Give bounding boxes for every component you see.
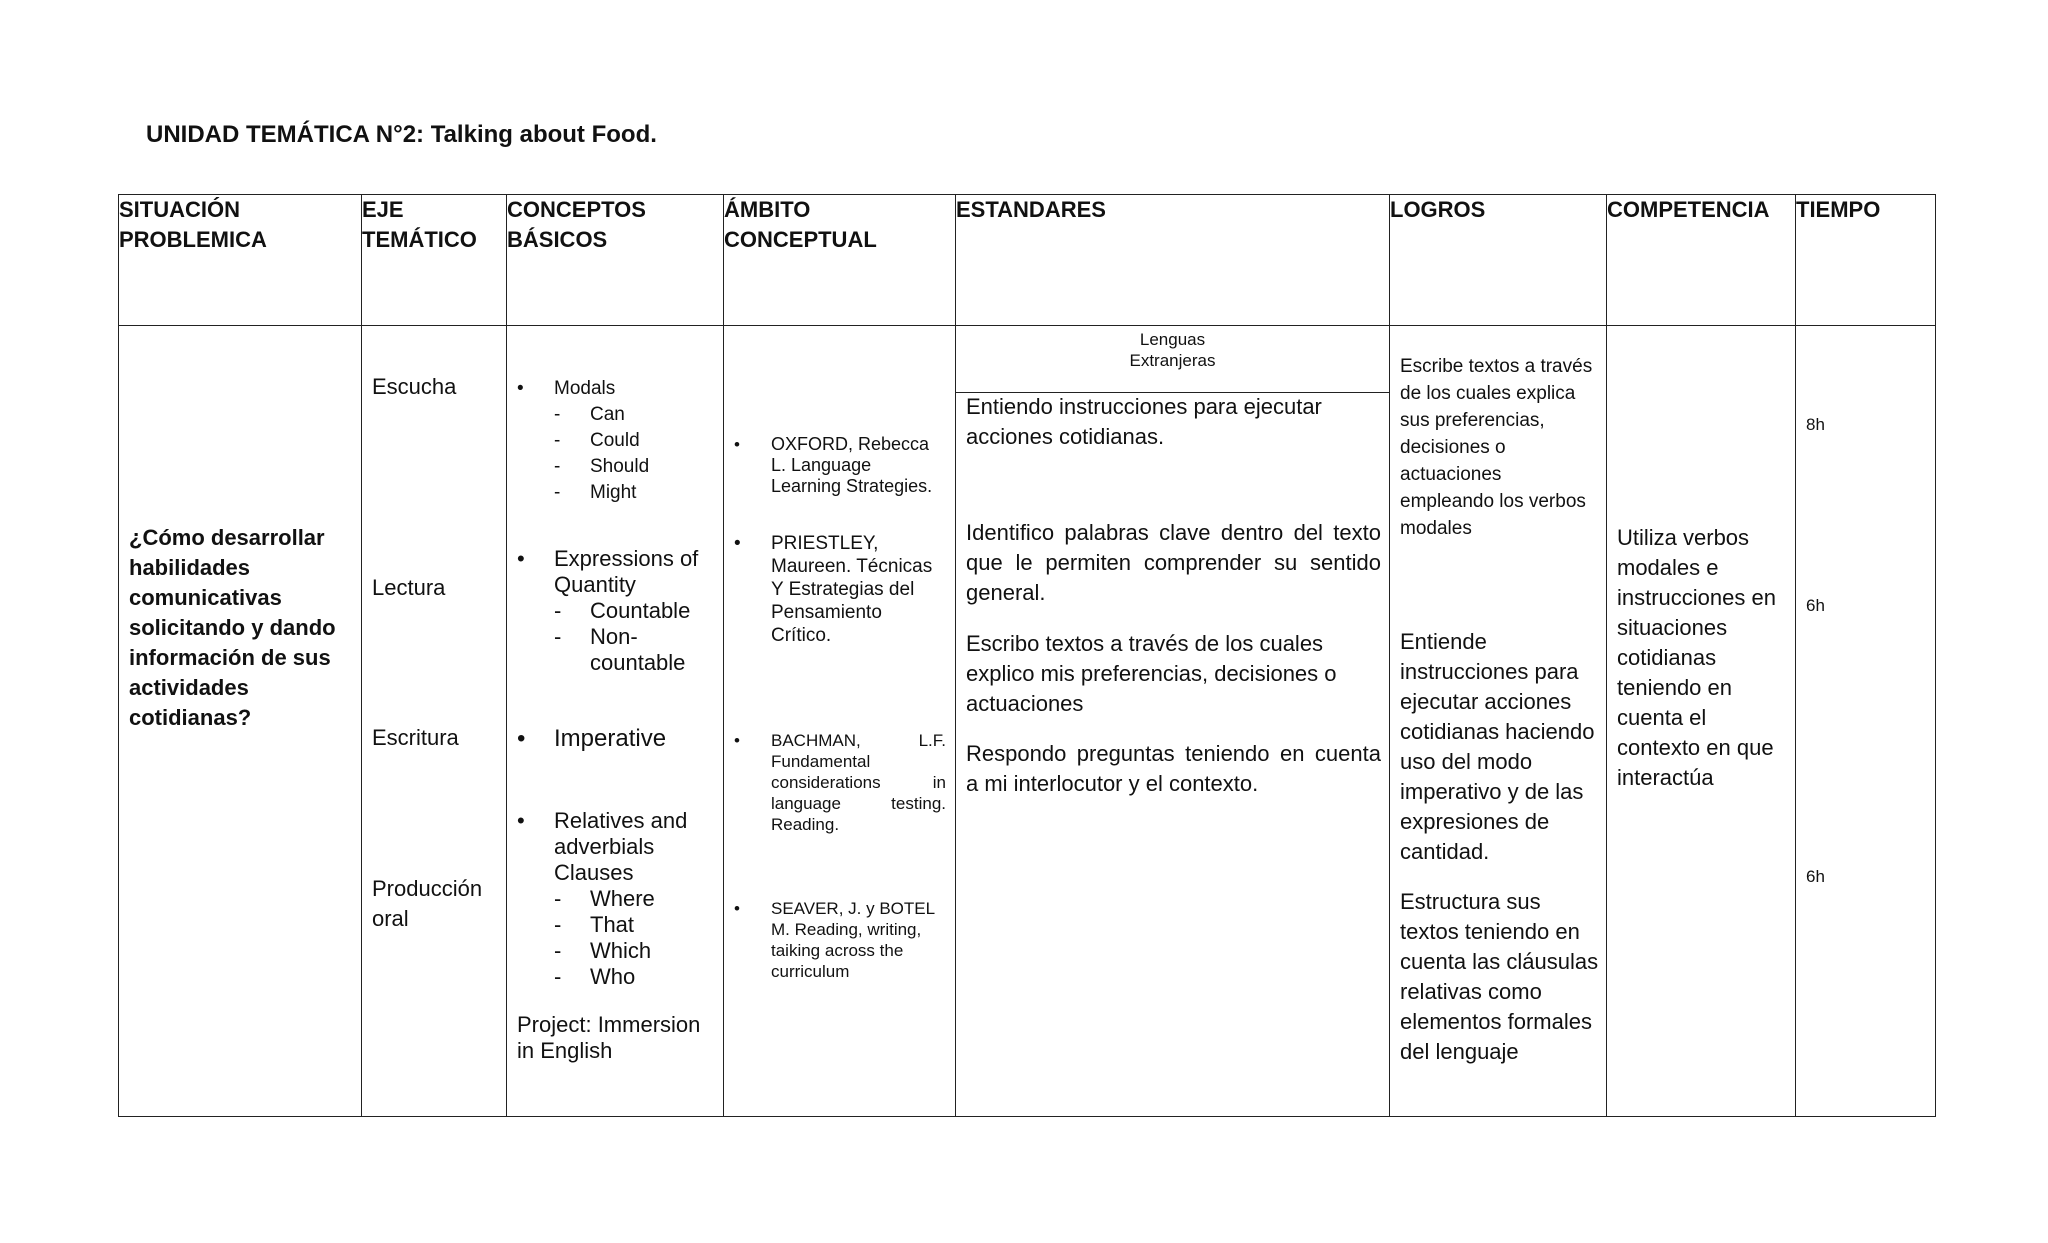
list-item: - That	[554, 912, 717, 938]
list-item: - Can	[554, 402, 717, 428]
logros-cell	[1390, 326, 1607, 1117]
table-row	[119, 326, 1936, 1117]
list-item: - Non-countable	[554, 624, 690, 676]
header-logros: LOGROS	[1390, 195, 1607, 326]
logro-item: Estructura sus textos teniendo en cuenta las cláusulas relativas como elementos formales del lenguaje	[1400, 889, 1599, 1064]
eje-produccion-oral: Producción oral	[372, 876, 483, 931]
estandares-cell	[956, 326, 1390, 1117]
eje-escritura: Escritura	[372, 725, 459, 750]
eje-escucha: Escucha	[372, 374, 457, 399]
page-title: UNIDAD TEMÁTICA N°2: Talking about Food.	[146, 121, 657, 148]
estandares-subheader: Lenguas Extranjeras	[1129, 330, 1216, 370]
header-competencia: COMPETENCIA	[1607, 195, 1796, 326]
estandar-item: Escribo textos a través de los cuales explico mis preferencias, decisiones o actuaciones	[966, 631, 1337, 716]
unit-plan-table	[118, 194, 1936, 1117]
relatives-list	[554, 886, 717, 990]
list-item: - Should	[554, 454, 717, 480]
list-item: - Who	[554, 964, 717, 990]
modals-title: Modals	[554, 378, 616, 399]
list-item: - Countable	[554, 598, 717, 624]
eje-lectura: Lectura	[372, 575, 446, 600]
reference-item: • SEAVER, J. y BOTEL M. Reading, writing, taiking across the curriculum	[734, 899, 935, 981]
bullet-icon: •	[734, 731, 740, 750]
ambito-cell	[724, 326, 956, 1117]
quantity-list	[554, 598, 717, 676]
logro-item: Escribe textos a través de los cuales explica sus preferencias, decisiones o actuaciones empleando los verbos modales	[1400, 356, 1593, 539]
list-item: - Where	[554, 886, 717, 912]
estandar-item: Respondo preguntas teniendo en cuenta a mi interlocutor y el contexto.	[966, 741, 1381, 796]
quantity-block	[517, 546, 717, 676]
conceptos-cell	[507, 326, 724, 1117]
table-header-row	[119, 195, 1936, 326]
header-estandares: ESTANDARES	[956, 195, 1390, 326]
list-item: - Which	[554, 938, 717, 964]
tiempo-escucha: 8h	[1806, 415, 1825, 434]
eje-cell	[362, 326, 507, 1117]
bullet-icon: •	[734, 435, 740, 454]
header-conceptos: CONCEPTOS BÁSICOS	[507, 195, 724, 326]
estandar-item: Identifico palabras clave dentro del texto que le permiten comprender su sentido general.	[966, 520, 1381, 605]
bullet-icon: •	[517, 546, 525, 571]
reference-item: • BACHMAN, L.F. Fundamental considerations in language testing. Reading.	[734, 731, 946, 834]
header-ambito: ÁMBITO CONCEPTUAL	[724, 195, 956, 326]
tiempo-cell	[1796, 326, 1936, 1117]
imperative-block	[517, 724, 717, 754]
relatives-block	[517, 808, 717, 990]
quantity-title: Expressions of Quantity	[554, 546, 699, 597]
reference-item: • OXFORD, Rebecca L. Language Learning Strategies.	[734, 434, 933, 496]
list-item: - Might	[554, 480, 717, 506]
situacion-cell	[119, 326, 362, 1117]
estandar-item: Entiendo instrucciones para ejecutar acciones cotidianas.	[966, 394, 1322, 449]
competencia-cell	[1607, 326, 1796, 1117]
header-situacion: SITUACIÓN PROBLEMICA	[119, 195, 362, 326]
bullet-icon: •	[734, 899, 740, 918]
header-tiempo: TIEMPO	[1796, 195, 1936, 326]
project-label: Project: Immersion in English	[517, 1012, 701, 1063]
logro-item: Entiende instrucciones para ejecutar acciones cotidianas haciendo uso del modo imperativo y de las expresiones de cantidad.	[1400, 629, 1595, 864]
relatives-title: Relatives and adverbials Clauses	[554, 808, 688, 885]
header-eje: EJE TEMÁTICO	[362, 195, 507, 326]
bullet-icon: •	[517, 378, 524, 399]
tiempo-produccion: 6h	[1806, 867, 1825, 886]
modals-block	[517, 376, 717, 506]
tiempo-lectura: 6h	[1806, 596, 1825, 615]
reference-item: • PRIESTLEY, Maureen. Técnicas Y Estrategias del Pensamiento Crítico.	[734, 533, 933, 646]
competencia-text: Utiliza verbos modales e instrucciones en situaciones cotidianas teniendo en cuenta el contexto en que interactúa	[1617, 525, 1776, 790]
bullet-icon: •	[517, 725, 526, 752]
modals-list	[554, 402, 717, 506]
list-item: - Could	[554, 428, 717, 454]
bullet-icon: •	[734, 533, 741, 554]
situacion-question: ¿Cómo desarrollar habilidades comunicativas solicitando y dando información de sus actividades cotidianas?	[129, 525, 336, 730]
imperative-label: Imperative	[554, 725, 667, 752]
bullet-icon: •	[517, 808, 525, 833]
